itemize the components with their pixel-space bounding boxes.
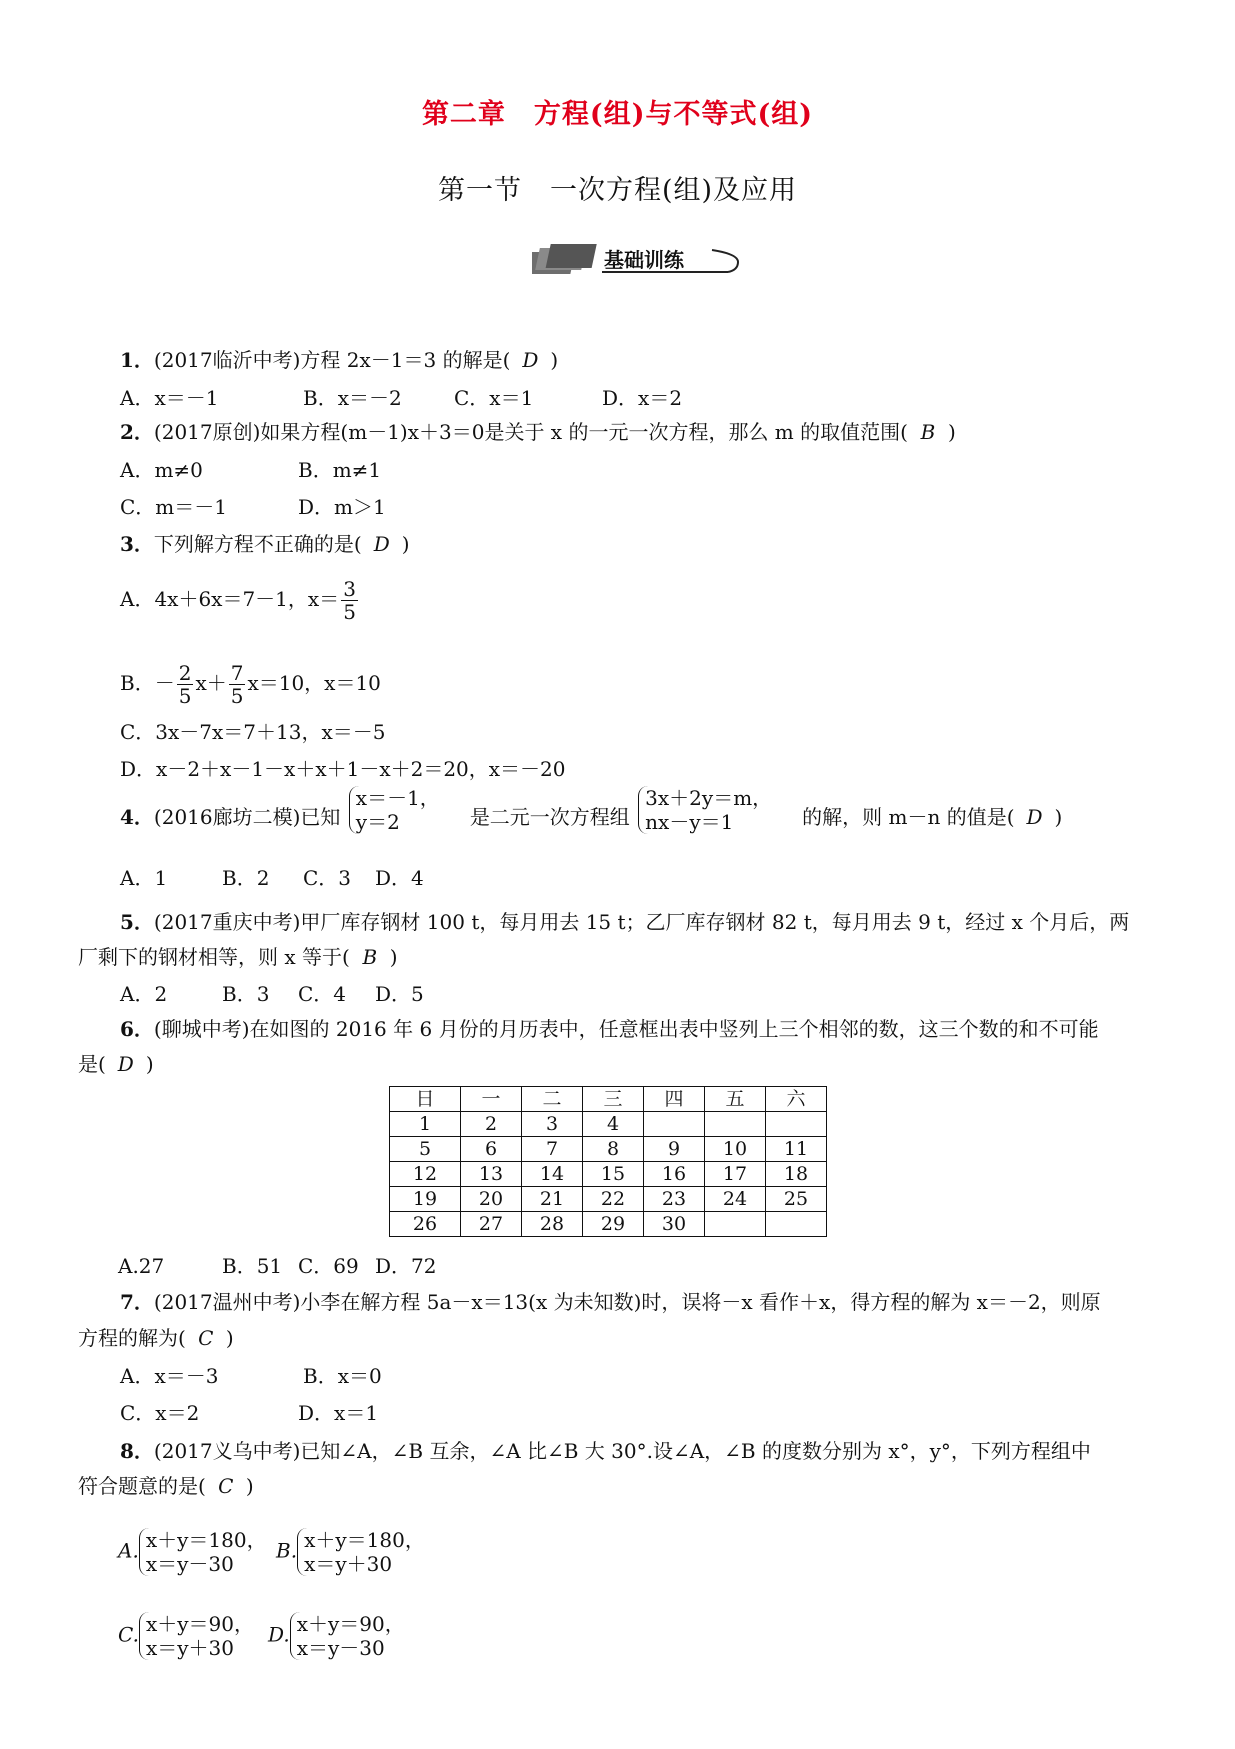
question-5: [120, 908, 1129, 936]
option-b-text: x＝10，x＝10: [247, 671, 381, 695]
calendar-cell: 9: [644, 1137, 705, 1162]
answer: D: [117, 1052, 134, 1076]
equation-system: [638, 786, 772, 834]
calendar-cell: 16: [644, 1162, 705, 1187]
denominator: 5: [343, 600, 356, 624]
calendar-row: [390, 1162, 827, 1187]
calendar-cell: [766, 1212, 827, 1237]
option-a: [120, 578, 360, 623]
calendar-cell: 19: [390, 1187, 461, 1212]
calendar-cell: 18: [766, 1162, 827, 1187]
answer: D: [522, 348, 539, 372]
calendar-cell: 23: [644, 1187, 705, 1212]
option-b: B．2: [222, 866, 270, 890]
answer: D: [373, 532, 390, 556]
section-title: 第一节 一次方程(组)及应用: [437, 175, 798, 206]
equation-line: x＋y＝180，: [304, 1528, 425, 1552]
denominator: 5: [230, 684, 244, 708]
calendar-cell: 22: [583, 1187, 644, 1212]
question-8-line-2: [78, 1472, 254, 1500]
calendar-cell: 6: [461, 1137, 522, 1162]
option-d: D．m＞1: [298, 495, 386, 519]
calendar-header: 二: [522, 1087, 583, 1112]
option-a: A．2: [120, 982, 168, 1006]
option-d: D．4: [375, 866, 424, 890]
question-text: (2016廊坊二模)已知: [153, 805, 341, 829]
option-a: A．1: [120, 866, 168, 890]
question-5-line-2: [78, 943, 398, 971]
calendar-cell: 27: [461, 1212, 522, 1237]
numerator: 7: [230, 661, 244, 685]
equation-line: nx－y＝1: [645, 809, 734, 834]
option-c: C．3: [303, 866, 352, 890]
calendar-header: 一: [461, 1087, 522, 1112]
question-6: [120, 1015, 1099, 1043]
calendar-header: 四: [644, 1087, 705, 1112]
numerator: 3: [343, 577, 356, 601]
calendar-cell: 25: [766, 1187, 827, 1212]
equation-system: [297, 1528, 425, 1576]
option-d: D．x＝1: [298, 1401, 379, 1425]
question-number: 8．: [120, 1439, 154, 1463]
calendar-cell: 10: [705, 1137, 766, 1162]
fraction: [177, 662, 194, 707]
option-b: B．51: [222, 1254, 283, 1278]
question-close: ): [947, 420, 956, 444]
option-label: C.: [118, 1622, 139, 1647]
answer: B: [362, 945, 378, 969]
option-label: A.: [118, 1538, 139, 1563]
answer: D: [1026, 805, 1043, 829]
answer: B: [920, 420, 936, 444]
calendar-cell: 1: [390, 1112, 461, 1137]
question-close: ): [389, 945, 398, 969]
question-close: ): [145, 1052, 154, 1076]
question-3: [120, 530, 410, 558]
answer: C: [198, 1326, 214, 1350]
equation-line: x＝y－30: [145, 1552, 234, 1576]
question-number: 5．: [120, 910, 154, 934]
calendar-cell: 26: [390, 1212, 461, 1237]
option-b: B．x＝－2: [303, 386, 402, 410]
question-text: (2017温州中考)小李在解方程 5a－x＝13(x 为未知数)时，误将－x 看作＋x，得方程的解为 x＝－2，则原: [153, 1290, 1101, 1314]
fraction: [229, 662, 246, 707]
option-c: C．3x－7x＝7＋13，x＝－5: [120, 720, 386, 744]
calendar-row: [390, 1212, 827, 1237]
calendar-header: 五: [705, 1087, 766, 1112]
equation-line: x＝y－30: [296, 1636, 385, 1660]
equation-line: x＝y＋30: [145, 1636, 234, 1660]
question-text: 是二元一次方程组: [469, 805, 630, 829]
calendar-cell: 30: [644, 1212, 705, 1237]
calendar-cell: 11: [766, 1137, 827, 1162]
option-d: D．x－2＋x－1－x＋x＋1－x＋2＝20，x＝－20: [120, 757, 566, 781]
calendar-cell: 2: [461, 1112, 522, 1137]
question-number: 7．: [120, 1290, 154, 1314]
calendar-header: 六: [766, 1087, 827, 1112]
equation-line: x＋y＝90，: [296, 1612, 405, 1636]
calendar-table: [389, 1086, 827, 1237]
question-7-line-2: [78, 1324, 234, 1352]
question-text: 的解，则 m－n 的值是(: [802, 805, 1015, 829]
option-label: B.: [276, 1538, 298, 1563]
question-number: 1．: [120, 348, 154, 372]
calendar-cell: 15: [583, 1162, 644, 1187]
chapter-title: 第二章 方程(组)与不等式(组): [421, 99, 814, 130]
calendar-cell: 28: [522, 1212, 583, 1237]
option-b: [120, 662, 381, 707]
question-8: [120, 1437, 1091, 1465]
calendar-cell: [644, 1112, 705, 1137]
option-c: C．4: [298, 982, 347, 1006]
calendar-cell: 17: [705, 1162, 766, 1187]
option-a: A．x＝－1: [120, 386, 219, 410]
option-b-text: B．－: [120, 671, 175, 695]
calendar-row: [390, 1112, 827, 1137]
option-c: C．x＝2: [120, 1401, 200, 1425]
question-close: ): [245, 1474, 254, 1498]
question-text: (2017原创)如果方程(m－1)x＋3＝0是关于 x 的一元一次方程，那么 m 的取值范围(: [153, 420, 908, 444]
question-text: 方程的解为(: [78, 1326, 186, 1350]
calendar-cell: 5: [390, 1137, 461, 1162]
calendar-cell: 12: [390, 1162, 461, 1187]
equation-line: 3x＋2y＝m，: [645, 785, 773, 810]
calendar-cell: [705, 1212, 766, 1237]
question-text: 下列解方程不正确的是(: [153, 532, 362, 556]
badge-label: 基础训练: [604, 248, 684, 272]
question-text: (2017临沂中考)方程 2x－1＝3 的解是(: [153, 348, 511, 372]
calendar-header: 日: [390, 1087, 461, 1112]
question-close: ): [225, 1326, 234, 1350]
equation-system: [139, 1612, 254, 1660]
question-text: 厂剩下的钢材相等，则 x 等于(: [78, 945, 350, 969]
calendar-cell: 8: [583, 1137, 644, 1162]
option-a: [118, 1528, 267, 1576]
fraction: [341, 578, 358, 623]
option-d: D．72: [375, 1254, 437, 1278]
calendar-header: 三: [583, 1087, 644, 1112]
calendar-cell: 3: [522, 1112, 583, 1137]
calendar-cell: 21: [522, 1187, 583, 1212]
calendar-cell: 4: [583, 1112, 644, 1137]
equation-system: [349, 786, 440, 834]
question-number: 4．: [120, 805, 154, 829]
question-close: ): [1054, 805, 1063, 829]
option-a-text: A．4x＋6x＝7－1，x＝: [120, 587, 340, 611]
equation-system: [139, 1528, 267, 1576]
option-b-text: x＋: [195, 671, 227, 695]
calendar-cell: [766, 1112, 827, 1137]
question-text: 是(: [78, 1052, 106, 1076]
equation-line: x＝y＋30: [304, 1552, 393, 1576]
question-1: [120, 346, 558, 374]
section-badge: [532, 238, 740, 286]
calendar-cell: 13: [461, 1162, 522, 1187]
question-6-line-2: [78, 1050, 154, 1078]
option-c: C．x＝1: [454, 386, 534, 410]
calendar-row: [390, 1137, 827, 1162]
option-b: B．m≠1: [298, 458, 382, 482]
denominator: 5: [178, 684, 192, 708]
question-2: [120, 418, 956, 446]
calendar-row: [390, 1187, 827, 1212]
calendar-cell: 29: [583, 1212, 644, 1237]
option-c: C．69: [298, 1254, 359, 1278]
option-a: A.27: [118, 1254, 165, 1278]
question-close: ): [401, 532, 410, 556]
equation-line: x＝－1，: [355, 785, 440, 810]
question-text: 符合题意的是(: [78, 1474, 206, 1498]
option-d: D．x＝2: [602, 386, 683, 410]
calendar-cell: 14: [522, 1162, 583, 1187]
calendar-cell: [705, 1112, 766, 1137]
question-text: (2017义乌中考)已知∠A，∠B 互余，∠A 比∠B 大 30°.设∠A，∠B 的度数分别为 x°，y°，下列方程组中: [153, 1439, 1091, 1463]
option-c: C．m＝－1: [120, 495, 227, 519]
question-number: 6．: [120, 1017, 154, 1041]
option-label: D.: [268, 1622, 290, 1647]
option-d: D．5: [375, 982, 424, 1006]
option-d: [268, 1612, 405, 1660]
calendar-cell: 7: [522, 1137, 583, 1162]
question-text: (2017重庆中考)甲厂库存钢材 100 t，每月用去 15 t；乙厂库存钢材 82 t，每月用去 9 t，经过 x 个月后，两: [153, 910, 1130, 934]
calendar-header-row: [390, 1087, 827, 1112]
option-b: [276, 1528, 425, 1576]
calendar-cell: 24: [705, 1187, 766, 1212]
answer: C: [218, 1474, 234, 1498]
equation-line: x＋y＝90，: [145, 1612, 254, 1636]
equation-line: y＝2: [355, 809, 400, 834]
equation-system: [290, 1612, 405, 1660]
option-b: B．3: [222, 982, 270, 1006]
question-number: 3．: [120, 532, 154, 556]
question-4: [120, 785, 1063, 834]
question-text: (聊城中考)在如图的 2016 年 6 月份的月历表中，任意框出表中竖列上三个相邻的数，这三个数的和不可能: [153, 1017, 1099, 1041]
numerator: 2: [178, 661, 192, 685]
question-number: 2．: [120, 420, 154, 444]
calendar-cell: 20: [461, 1187, 522, 1212]
option-a: A．x＝－3: [120, 1364, 219, 1388]
option-c: [118, 1612, 254, 1660]
question-7: [120, 1288, 1101, 1316]
option-a: A．m≠0: [120, 458, 203, 482]
option-b: B．x＝0: [303, 1364, 382, 1388]
equation-line: x＋y＝180，: [145, 1528, 267, 1552]
question-close: ): [550, 348, 559, 372]
